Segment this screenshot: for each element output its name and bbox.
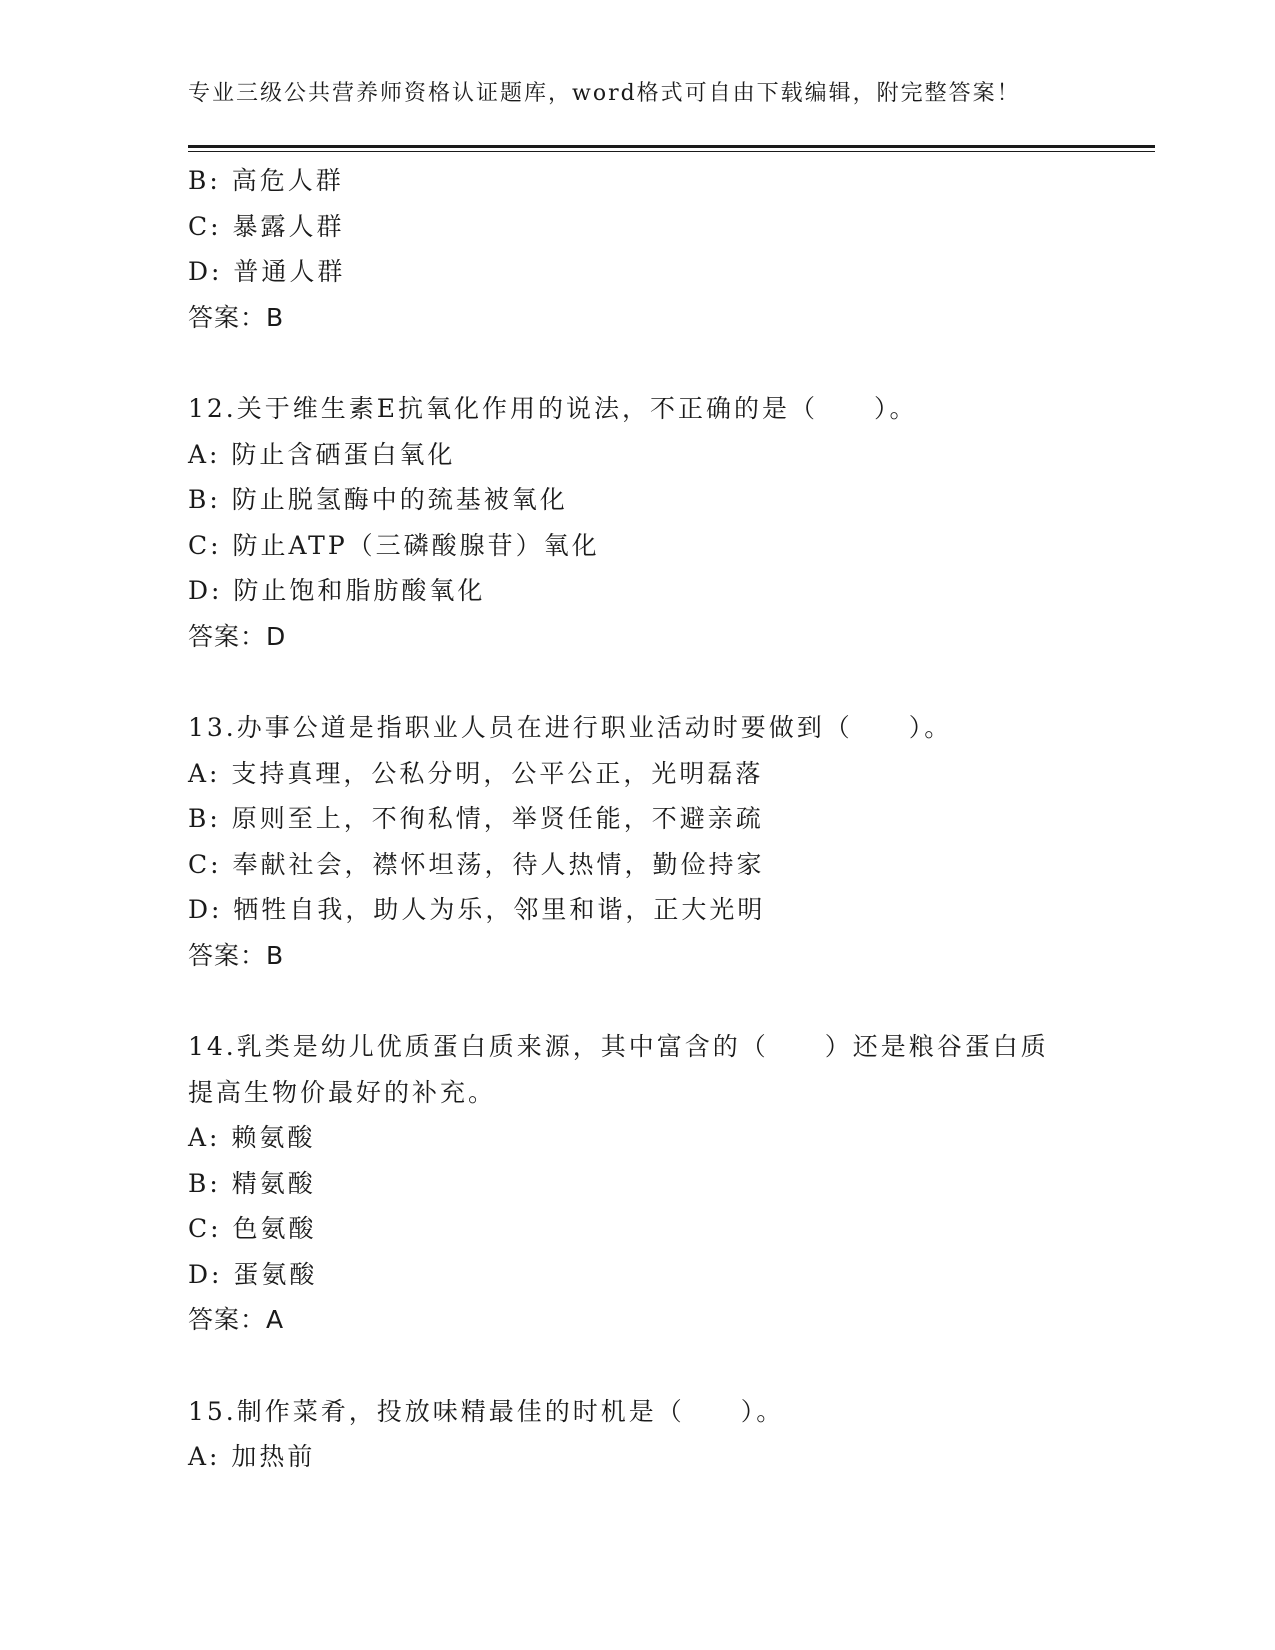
answer: 答案：B [188, 940, 285, 970]
question-12 [188, 386, 1088, 659]
question-text: 13.办事公道是指职业人员在进行职业活动时要做到（ ）。 [188, 713, 953, 742]
option-a: A: 支持真理，公私分明，公平公正，光明磊落 [188, 758, 764, 788]
option-c: C: 暴露人群 [188, 211, 345, 241]
question-text: 15.制作菜肴，投放味精最佳的时机是（ ）。 [188, 1396, 785, 1426]
option-b: B: 精氨酸 [188, 1168, 316, 1198]
option-a: A: 加热前 [188, 1442, 316, 1471]
answer: 答案：B [188, 302, 285, 332]
option-c: C: 防止ATP（三磷酸腺苷）氧化 [188, 530, 600, 560]
option-d: D: 蛋氨酸 [188, 1259, 318, 1289]
option-b: B: 高危人群 [188, 166, 344, 195]
option-a: A: 防止含硒蛋白氧化 [188, 439, 456, 469]
option-a: A: 赖氨酸 [188, 1123, 316, 1152]
option-c: C: 奉献社会，襟怀坦荡，待人热情，勤俭持家 [188, 849, 765, 879]
spacer [188, 1343, 1088, 1389]
option-d: D: 牺牲自我，助人为乐，邻里和谐，正大光明 [188, 895, 766, 924]
option-b: B: 防止脱氢酶中的巯基被氧化 [188, 485, 568, 514]
question-15 [188, 1389, 1088, 1480]
question-11-partial [188, 158, 1088, 340]
spacer [188, 978, 1088, 1024]
question-text: 12.关于维生素E抗氧化作用的说法，不正确的是（ ）。 [188, 394, 918, 423]
header-rule-thick [188, 145, 1155, 148]
question-list [188, 158, 1088, 1480]
option-c: C: 色氨酸 [188, 1214, 317, 1243]
header-rule-thin [188, 151, 1155, 152]
answer: 答案：D [188, 621, 287, 651]
question-text-line-1: 14.乳类是幼儿优质蛋白质来源，其中富含的（ ）还是粮谷蛋白质 [188, 1032, 1049, 1061]
option-d: D: 普通人群 [188, 257, 346, 286]
option-b: B: 原则至上，不徇私情，举贤任能，不避亲疏 [188, 804, 764, 833]
spacer [188, 659, 1088, 705]
page-header: 专业三级公共营养师资格认证题库，word格式可自由下载编辑，附完整答案！ [188, 81, 1021, 106]
question-14 [188, 1024, 1088, 1343]
spacer [188, 340, 1088, 386]
option-d: D: 防止饱和脂肪酸氧化 [188, 576, 486, 605]
question-13 [188, 705, 1088, 978]
question-text-line-2: 提高生物价最好的补充。 [188, 1077, 497, 1107]
answer: 答案：A [188, 1305, 285, 1334]
